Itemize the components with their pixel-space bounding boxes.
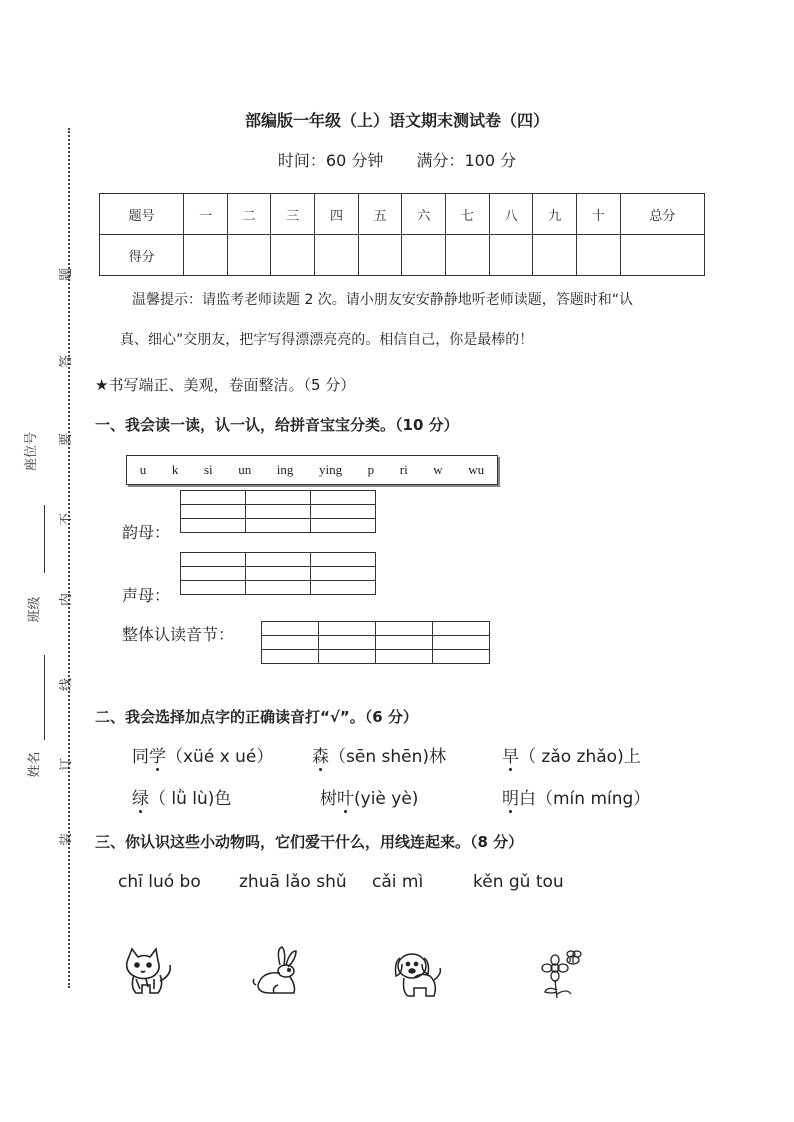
table-cell: 六 (402, 194, 446, 235)
table-cell: 四 (315, 194, 359, 235)
shengmu-grid[interactable] (180, 552, 376, 595)
score-entry-cell[interactable] (620, 235, 704, 276)
score-entry-cell[interactable] (184, 235, 228, 276)
binding-char: 题 (59, 267, 75, 282)
pinyin-item: ing (276, 462, 294, 477)
pinyin-item: k (171, 462, 179, 477)
exam-info (0, 148, 794, 171)
section2-title: 二、我会选择加点字的正确读音打“√”。（6 分） (95, 708, 418, 726)
reading-item[interactable]: 早（ zǎo zhǎo)上 (502, 747, 641, 767)
binding-char: 装 (59, 832, 75, 847)
reading-item[interactable]: 森（sēn shēn)林 (312, 747, 446, 767)
page-title: 部编版一年级（上）语文期末测试卷（四） (244, 111, 549, 130)
score-entry-cell[interactable] (577, 235, 621, 276)
pinyin-item: ying (318, 462, 343, 477)
section3-title: 三、你认识这些小动物吗，它们爱干什么，用线连起来。（8 分） (95, 833, 524, 851)
score-table-score-row (100, 235, 705, 276)
reading-item[interactable]: 树叶(yiè yè) (320, 789, 419, 809)
yunmu-grid[interactable] (180, 490, 376, 533)
activity-pinyin[interactable]: cǎi mì (372, 872, 424, 892)
binding-char: 内 (59, 592, 75, 607)
table-cell: 九 (533, 194, 577, 235)
table-cell: 总分 (620, 194, 704, 235)
table-cell: 三 (271, 194, 315, 235)
binding-dotted-line (68, 128, 70, 988)
score-entry-cell[interactable] (315, 235, 359, 276)
dog-icon[interactable] (390, 948, 448, 1000)
table-cell: 二 (227, 194, 271, 235)
score-entry-cell[interactable] (489, 235, 533, 276)
reading-item[interactable]: 明白（mín míng） (502, 789, 651, 809)
table-cell: 五 (358, 194, 402, 235)
table-cell: 八 (489, 194, 533, 235)
table-cell: 得分 (100, 235, 184, 276)
yunmu-label: 韵母： (122, 523, 171, 542)
pinyin-item: u (139, 462, 147, 477)
table-cell: 十 (577, 194, 621, 235)
activity-pinyin[interactable]: chī luó bo (118, 872, 201, 892)
binding-char: 订 (59, 757, 75, 772)
binding-char: 要 (59, 432, 75, 447)
shengmu-label: 声母： (122, 586, 171, 605)
score-table-header-row (100, 194, 705, 235)
bee-flower-icon[interactable] (537, 950, 585, 1000)
score-entry-cell[interactable] (227, 235, 271, 276)
time-info: 时间：60 分钟 (277, 151, 384, 170)
binding-char: 答 (59, 354, 75, 369)
score-entry-cell[interactable] (358, 235, 402, 276)
rabbit-icon[interactable] (250, 945, 306, 997)
class-blank[interactable] (44, 505, 46, 573)
table-cell: 一 (184, 194, 228, 235)
section1-title: 一、我会读一读，认一认，给拼音宝宝分类。（10 分） (95, 416, 459, 434)
pinyin-item: wu (468, 462, 485, 477)
writing-note: ★书写端正、美观，卷面整洁。（5 分） (95, 376, 356, 394)
class-label: 班级 (27, 596, 43, 623)
score-entry-cell[interactable] (533, 235, 577, 276)
table-cell: 题号 (100, 194, 184, 235)
tip-line-1: 温馨提示：请监考老师读题 2 次。请小朋友安安静静地听老师读题，答题时和“认 (132, 292, 634, 308)
seat-number-label: 座位号 (24, 431, 40, 472)
binding-char: 不 (59, 512, 75, 527)
zhengti-label: 整体认读音节： (122, 625, 235, 644)
activity-pinyin[interactable]: zhuā lǎo shǔ (239, 872, 347, 892)
pinyin-item: w (433, 462, 443, 477)
pinyin-item: ri (399, 462, 408, 477)
zhengti-grid[interactable] (261, 621, 490, 664)
name-blank[interactable] (44, 655, 46, 740)
reading-item[interactable]: 绿（ lǜ lù)色 (132, 789, 232, 809)
pinyin-box (126, 455, 498, 485)
score-entry-cell[interactable] (402, 235, 446, 276)
score-entry-cell[interactable] (271, 235, 315, 276)
score-table (99, 193, 705, 276)
activity-pinyin[interactable]: kěn gǔ tou (473, 872, 564, 892)
score-info: 满分：100 分 (416, 151, 517, 170)
table-cell: 七 (446, 194, 490, 235)
tip-line-2: 真、细心”交朋友，把字写得漂漂亮亮的。相信自己，你是最棒的！ (120, 332, 534, 348)
name-label: 姓名 (27, 751, 43, 778)
pinyin-item: p (367, 462, 375, 477)
score-entry-cell[interactable] (446, 235, 490, 276)
reading-item[interactable]: 同学（xüé x ué） (132, 747, 274, 767)
cat-icon[interactable] (120, 945, 176, 997)
pinyin-item: un (238, 462, 252, 477)
binding-char: 线 (59, 677, 75, 692)
pinyin-item: si (203, 462, 213, 477)
